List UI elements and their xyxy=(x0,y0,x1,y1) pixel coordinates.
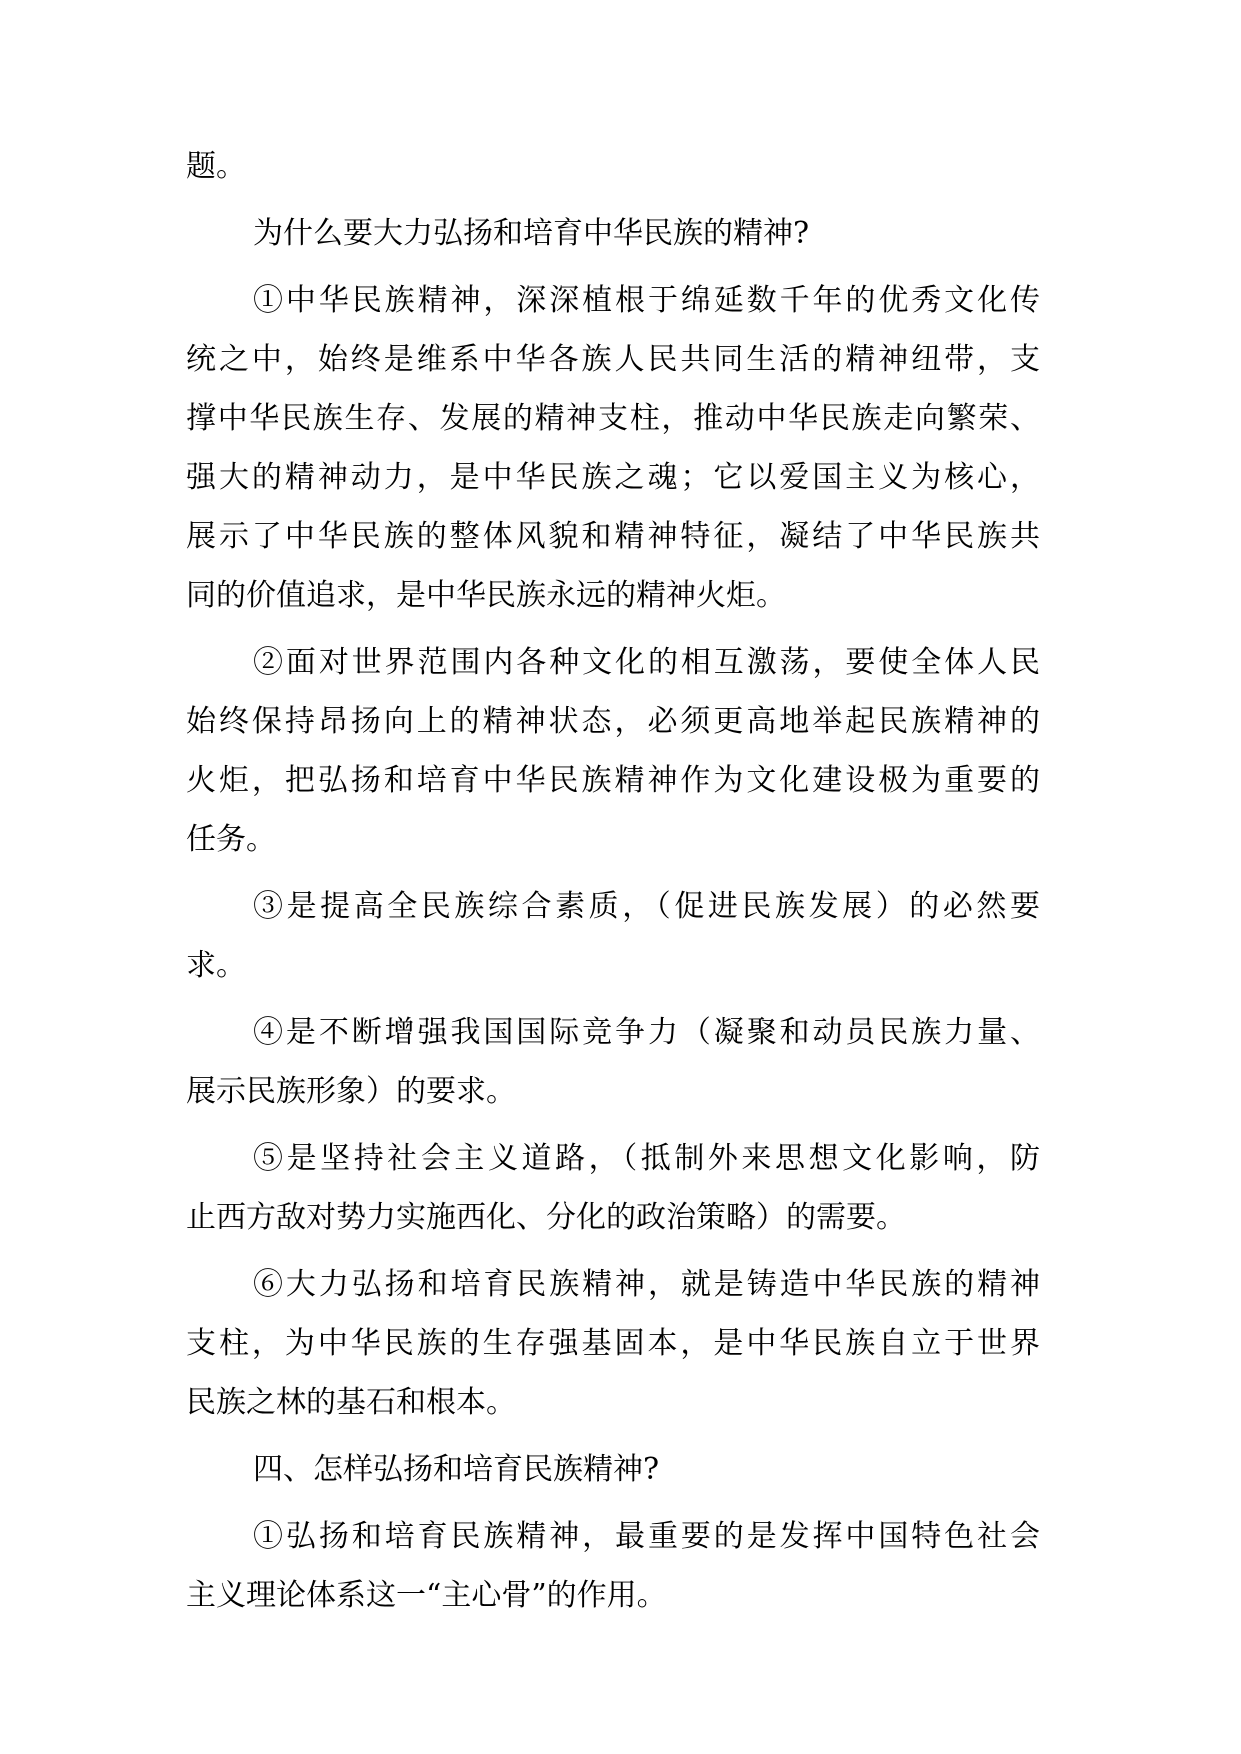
text-line: ③是提高全民族综合素质，（促进民族发展）的必然要 xyxy=(253,889,1040,924)
text-line: 同的价值追求，是中华民族永远的精神火炬。 xyxy=(186,578,786,613)
text-line: 任务。 xyxy=(186,822,276,857)
text-line: 展示民族形象）的要求。 xyxy=(186,1074,516,1109)
text-line: ⑤是坚持社会主义道路，（抵制外来思想文化影响，防 xyxy=(253,1141,1040,1176)
text-line: ④是不断增强我国国际竞争力（凝聚和动员民族力量、 xyxy=(253,1015,1040,1050)
text-line: ①中华民族精神，深深植根于绵延数千年的优秀文化传 xyxy=(253,283,1040,318)
text-line: 主义理论体系这一“主心骨”的作用。 xyxy=(186,1578,667,1613)
section-heading: 四、怎样弘扬和培育民族精神? xyxy=(253,1452,660,1487)
text-line: 展示了中华民族的整体风貌和精神特征，凝结了中华民族共 xyxy=(186,519,1040,554)
text-line: 止西方敌对势力实施西化、分化的政治策略）的需要。 xyxy=(186,1200,906,1235)
text-line: 民族之林的基石和根本。 xyxy=(186,1385,516,1420)
text-line: 支柱，为中华民族的生存强基固本，是中华民族自立于世界 xyxy=(186,1326,1040,1361)
text-line: 火炬，把弘扬和培育中华民族精神作为文化建设极为重要的 xyxy=(186,763,1040,798)
text-line: 撑中华民族生存、发展的精神支柱，推动中华民族走向繁荣、 xyxy=(186,401,1040,436)
text-line: 统之中，始终是维系中华各族人民共同生活的精神纽带，支 xyxy=(186,342,1040,377)
text-line: 强大的精神动力，是中华民族之魂；它以爱国主义为核心， xyxy=(186,460,1040,495)
text-line: 题。 xyxy=(186,149,246,184)
text-line: ①弘扬和培育民族精神，最重要的是发挥中国特色社会 xyxy=(253,1519,1040,1554)
text-line: 求。 xyxy=(186,948,246,983)
section-question: 为什么要大力弘扬和培育中华民族的精神? xyxy=(253,216,810,251)
text-line: ②面对世界范围内各种文化的相互激荡，要使全体人民 xyxy=(253,645,1040,680)
text-line: ⑥大力弘扬和培育民族精神，就是铸造中华民族的精神 xyxy=(253,1267,1040,1302)
text-line: 始终保持昂扬向上的精神状态，必须更高地举起民族精神的 xyxy=(186,704,1040,739)
